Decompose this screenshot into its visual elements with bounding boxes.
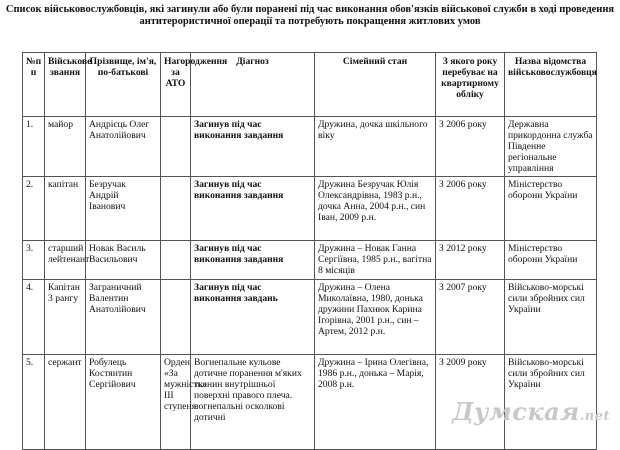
table-row [23, 177, 597, 241]
cell-diagnosis: Загинув під час виконання завдання [191, 117, 315, 177]
cell-dept: Міністерство оборони України [505, 241, 597, 280]
header-year: З якого року перебуває на квартирному обліку [436, 53, 505, 117]
cell-num: 1. [23, 117, 45, 177]
cell-name: Заграничний Валентин Анатолійович [86, 280, 161, 355]
table-row [23, 241, 597, 280]
header-award: Нагородження за АТО [161, 53, 191, 117]
cell-award [161, 117, 191, 177]
cell-dept: Державна прикордонна служба Південне регіональне управління [505, 117, 597, 177]
cell-num: 4. [23, 280, 45, 355]
table-row [23, 117, 597, 177]
header-family: Сімейний стан [315, 53, 436, 117]
cell-rank: майор [45, 117, 86, 177]
cell-family: Дружина – Олена Миколаївна, 1980, донька дружини Пахнюк Карина Ігорівна, 2001 р.н., син – Артем, 2012 р.н. [315, 280, 436, 355]
cell-num: 3. [23, 241, 45, 280]
cell-year: З 2012 року [436, 241, 505, 280]
cell-year: З 2007 року [436, 280, 505, 355]
header-diagnosis: Діагноз [191, 53, 315, 117]
cell-diagnosis: Загинув під час виконання завдань [191, 280, 315, 355]
cell-award [161, 280, 191, 355]
cell-dept: Військово-морські сили збройних сил України [505, 355, 597, 450]
watermark-suffix: .net [579, 409, 610, 424]
header-rank: Військове звання [45, 53, 86, 117]
cell-award: Орден «За мужність» III ступеня [161, 355, 191, 450]
cell-dept: Військово-морські сили збройних сил України [505, 280, 597, 355]
watermark-main: Думская [452, 397, 580, 426]
cell-diagnosis: Вогнепальне кульове дотичне поранення м'яких тканин внутрішньої поверхні правого плеча. вогнепальні осколкові дотичні [191, 355, 315, 450]
document-title [0, 4, 620, 28]
cell-year: З 2006 року [436, 177, 505, 241]
cell-family: Дружина, дочка шкільного віку [315, 117, 436, 177]
cell-diagnosis: Загинув під час виконання завдання [191, 177, 315, 241]
title-line-1: Список військовослужбовців, які загинули або були поранені під час виконання обов'язків військової служби в ході проведення [5, 4, 615, 15]
cell-rank: сержант [45, 355, 86, 450]
header-num: №п п [23, 53, 45, 117]
cell-rank: старший лейтенант [45, 241, 86, 280]
table-header-row [23, 53, 597, 117]
header-name: Прізвище, ім'я, по-батькові [86, 53, 161, 117]
cell-award [161, 177, 191, 241]
header-dept: Назва відомства військовослужбовця [505, 53, 597, 117]
cell-name: Новак Василь Васильович [86, 241, 161, 280]
cell-family: Дружина – Ірина Олегівна, 1986 р.н., донька – Марія, 2008 р.н. [315, 355, 436, 450]
cell-year: З 2009 року [436, 355, 505, 450]
cell-dept: Міністерство оборони України [505, 177, 597, 241]
cell-diagnosis: Загинув під час виконання завдання [191, 241, 315, 280]
title-line-2: антитерористичної операції та потребують покращення житлових умов [139, 16, 481, 27]
casualty-table [22, 52, 597, 450]
cell-family: Дружина Безручак Юлія Олександрівна, 1983 р.н., дочка Анна, 2004 р.н., син Іван, 2009 р.н. [315, 177, 436, 241]
cell-name: Робулець Костянтин Сергійович [86, 355, 161, 450]
cell-rank: Капітан 3 рангу [45, 280, 86, 355]
cell-num: 5. [23, 355, 45, 450]
cell-name: Безручак Андрій Іванович [86, 177, 161, 241]
table-row [23, 280, 597, 355]
cell-name: Андрієць Олег Анатолійович [86, 117, 161, 177]
cell-rank: капітан [45, 177, 86, 241]
cell-num: 2. [23, 177, 45, 241]
cell-family: Дружина – Новак Ганна Сергіївна, 1985 р.н., вагітна 8 місяців [315, 241, 436, 280]
cell-award [161, 241, 191, 280]
cell-year: З 2006 року [436, 117, 505, 177]
site-watermark [452, 397, 610, 426]
